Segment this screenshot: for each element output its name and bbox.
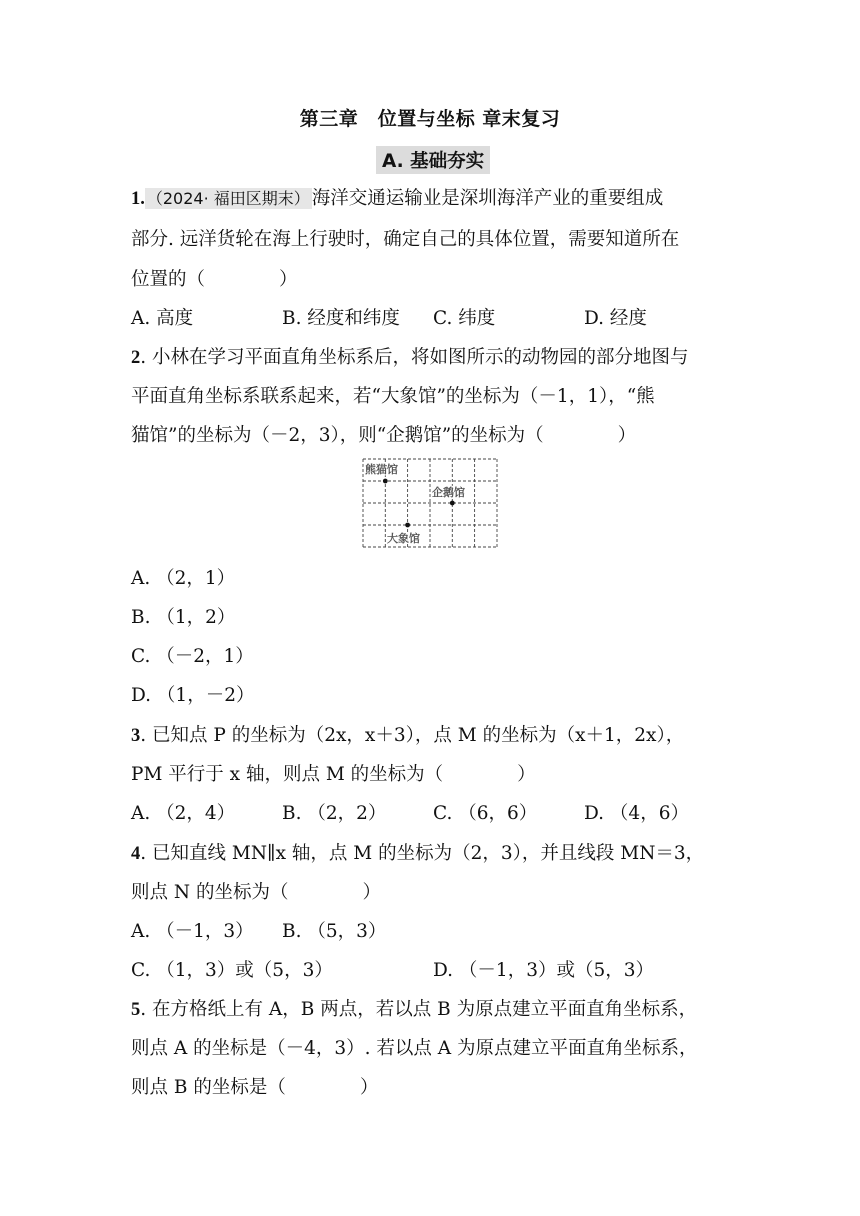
penguin-label: 企鹅馆 (432, 486, 465, 499)
q1-option-d: D. 经度 (584, 308, 647, 329)
q1-text-3: 位置的（ ） (131, 269, 298, 290)
q3-line1 (131, 721, 684, 747)
q2-number: 2 (131, 348, 141, 368)
q3-option-c: C. （6，6） (433, 803, 538, 824)
q4-option-c: C. （1，3）或（5，3） (131, 960, 333, 981)
q3-text-2: PM 平行于 x 轴，则点 M 的坐标为（ ） (131, 764, 536, 785)
q3-number: 3 (131, 726, 141, 746)
q2-option-c: C. （－2，1） (131, 646, 254, 667)
q3-option-b: B. （2，2） (282, 803, 387, 824)
q5-text-3: 则点 B 的坐标是（ ） (131, 1077, 379, 1098)
q1-line1: 1. （2024· 福田区期末） 海洋交通运输业是深圳海洋产业的重要组成 (131, 188, 664, 209)
q2-text-3: 猫馆”的坐标为（－2，3），则“企鹅馆”的坐标为（ ） (131, 425, 637, 446)
q1-text-2: 部分. 远洋货轮在海上行驶时，确定自己的具体位置，需要知道所在 (131, 229, 680, 250)
q5-line1 (131, 995, 697, 1021)
q5-number: 5 (131, 1000, 141, 1020)
q2-text-2: 平面直角坐标系联系起来，若“大象馆”的坐标为（－1，1），“熊 (131, 386, 655, 407)
q3-option-a: A. （2，4） (131, 803, 236, 824)
q5-text-1: . 在方格纸上有 A，B 两点，若以点 B 为原点建立平面直角坐标系， (140, 999, 698, 1020)
chapter-title: 第三章 位置与坐标 章末复习 (299, 108, 561, 130)
q1-source-tag: （2024· 福田区期末） (146, 189, 310, 208)
q2-option-b: B. （1，2） (131, 607, 236, 628)
q1-option-a: A. 高度 (131, 308, 194, 329)
panda-point (383, 479, 388, 484)
q2-text-1: . 小林在学习平面直角坐标系后，将如图所示的动物园的部分地图与 (140, 347, 689, 368)
q3-text-1: . 已知点 P 的坐标为（2x，x＋3），点 M 的坐标为（x＋1，2x）， (140, 725, 685, 746)
elephant-point (405, 523, 410, 528)
panda-label: 熊猫馆 (365, 463, 398, 476)
q4-number: 4 (131, 844, 141, 864)
q2-line1 (131, 343, 689, 369)
elephant-label: 大象馆 (387, 532, 420, 545)
q5-text-2: 则点 A 的坐标是（－4，3）. 若以点 A 为原点建立平面直角坐标系， (131, 1038, 698, 1059)
q1-text-1: 海洋交通运输业是深圳海洋产业的重要组成 (311, 188, 664, 209)
q4-line1 (131, 839, 704, 865)
section-heading: A. 基础夯实 (376, 146, 490, 174)
q4-option-d: D. （－1，3）或（5，3） (433, 960, 655, 981)
q2-option-a: A. （2，1） (131, 568, 236, 589)
q1-option-b: B. 经度和纬度 (282, 308, 400, 329)
q4-option-b: B. （5，3） (282, 921, 387, 942)
zoo-map-figure (362, 458, 498, 548)
q3-option-d: D. （4，6） (584, 803, 689, 824)
q1-number: 1 (131, 189, 141, 209)
q4-text-2: 则点 N 的坐标为（ ） (131, 882, 381, 903)
q1-option-c: C. 纬度 (433, 308, 496, 329)
penguin-point (450, 501, 455, 506)
q4-option-a: A. （－1，3） (131, 921, 254, 942)
q4-text-1: . 已知直线 MN∥x 轴，点 M 的坐标为（2，3），并且线段 MN＝3， (140, 843, 705, 864)
q2-option-d: D. （1，－2） (131, 685, 255, 706)
